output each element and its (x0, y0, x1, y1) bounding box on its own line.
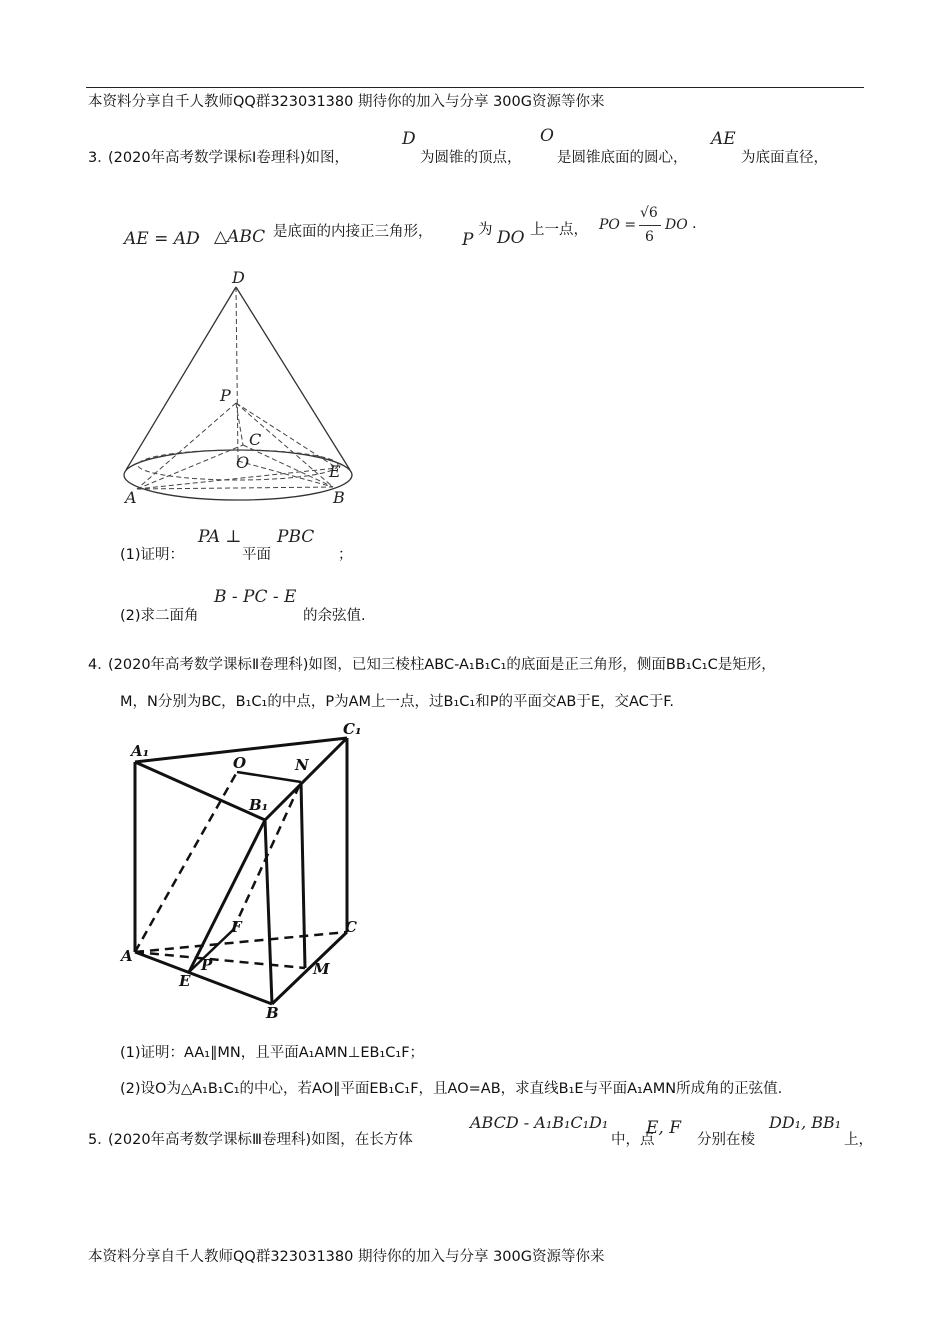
q5-EF: E, F (646, 1118, 682, 1138)
prism-label-C1: C₁ (343, 720, 362, 738)
q5-edges: DD₁, BB₁ (769, 1113, 842, 1132)
cone-axis-DO (236, 287, 238, 461)
segment-AB (137, 487, 333, 489)
q3-math-O: O (540, 126, 554, 146)
q3-text-wei: 为 (478, 222, 493, 238)
q4-part2: (2)设O为△A₁B₁C₁的中心，若AO∥平面EB₁C₁F，且AO=AB，求直线B₁E与平面A₁AMN所成角的正弦值. (120, 1081, 783, 1097)
prism-label-E: E (179, 972, 191, 990)
segment-OB (238, 461, 333, 487)
q3-text-5: 上一点， (530, 222, 588, 238)
cone-label-O: O (236, 453, 250, 472)
q4-number: 4． (88, 657, 112, 673)
q3-part2-end: 的余弦值. (303, 608, 366, 624)
segment-PA (137, 403, 236, 489)
q3-math-P: P (462, 230, 474, 250)
q3-cone-figure (115, 265, 365, 510)
cone-label-E: E (329, 462, 341, 481)
prism-label-N: N (295, 756, 309, 774)
segment-B1E (189, 820, 265, 972)
q3-number: 3． (88, 150, 112, 166)
q3-po-lhs: PO = (599, 217, 637, 233)
q3-math-D: D (402, 129, 416, 149)
segment-ON (237, 772, 301, 782)
cone-label-C: C (249, 430, 262, 449)
q3-cond-ae-ad: AE = AD (124, 229, 200, 249)
q3-text-1: 为圆锥的顶点， (420, 150, 522, 166)
q3-part2-label: (2)求二面角 (120, 608, 199, 624)
q3-cond-sep: ． (196, 226, 211, 242)
prism-label-A: A (121, 947, 133, 965)
prism-label-B1: B₁ (249, 796, 269, 814)
prism-label-F: F (231, 918, 242, 936)
q5-text-1: 中，点 (611, 1132, 655, 1148)
cone-slant-left (126, 287, 236, 470)
q5-source: (2020年高考数学课标Ⅲ卷理科)如图，在长方体 (108, 1132, 413, 1148)
q3-source: (2020年高考数学课标Ⅰ卷理科)如图， (108, 150, 349, 166)
prism-label-C: C (345, 918, 357, 936)
q3-part1-end: ； (338, 547, 353, 563)
q4-part1: (1)证明：AA₁∥MN，且平面A₁AMN⊥EB₁C₁F； (120, 1045, 425, 1061)
q3-text-2: 是圆锥底面的圆心， (557, 150, 688, 166)
header-text: 本资料分享自千人教师QQ群323031380 期待你的加入与分享 300G资源等你来 (88, 94, 605, 110)
segment-NM (301, 782, 305, 968)
segment-AO-hidden (135, 772, 237, 952)
prism-label-A1: A₁ (131, 742, 150, 760)
prism-label-B: B (266, 1004, 279, 1018)
q3-text-3: 为底面直径， (741, 150, 828, 166)
q3-part1-plane: 平面 (242, 547, 271, 563)
q5-solid: ABCD - A₁B₁C₁D₁ (470, 1113, 609, 1132)
q3-part2-math: B - PC - E (214, 587, 297, 607)
q3-period: . (692, 216, 697, 232)
q4-line-1: (2020年高考数学课标Ⅱ卷理科)如图，已知三棱柱ABC-A₁B₁C₁的底面是正三角形，侧面BB₁C₁C是矩形， (108, 657, 776, 673)
footer-text: 本资料分享自千人教师QQ群323031380 期待你的加入与分享 300G资源等你来 (88, 1249, 605, 1265)
q3-po-fraction-bar (639, 225, 661, 226)
q3-po-numerator: √6 (640, 205, 658, 221)
cone-label-A: A (125, 488, 137, 507)
q4-prism-figure (115, 718, 375, 1018)
q3-po-denominator: 6 (645, 229, 654, 245)
q3-text-4: 是底面的内接正三角形， (273, 224, 433, 240)
q5-text-3: 上， (844, 1132, 873, 1148)
prism-label-M: M (313, 960, 330, 978)
cone-label-D: D (232, 268, 245, 287)
q3-part1-math-pa: PA ⊥ (198, 527, 242, 547)
prism-label-O: O (233, 754, 247, 772)
q3-part1-math-pbc: PBC (277, 527, 315, 547)
segment-AM-hidden (135, 952, 305, 968)
q3-part1-label: (1)证明： (120, 547, 185, 563)
q5-number: 5． (88, 1132, 112, 1148)
q3-math-AE: AE (711, 129, 736, 149)
header-rule (86, 87, 864, 88)
cone-label-P: P (220, 386, 231, 405)
q4-line-2: M，N分别为BC，B₁C₁的中点，P为AM上一点，过B₁C₁和P的平面交AB于E，交AC于F. (120, 694, 674, 710)
q3-math-DO: DO (497, 228, 525, 248)
edge-BC (272, 932, 347, 1004)
q5-text-2: 分别在棱 (697, 1132, 755, 1148)
prism-label-P: P (201, 956, 213, 974)
q3-triangle-abc: △ABC (214, 227, 266, 247)
cone-label-B: B (333, 488, 345, 507)
q3-po-rhs: DO (665, 217, 688, 233)
